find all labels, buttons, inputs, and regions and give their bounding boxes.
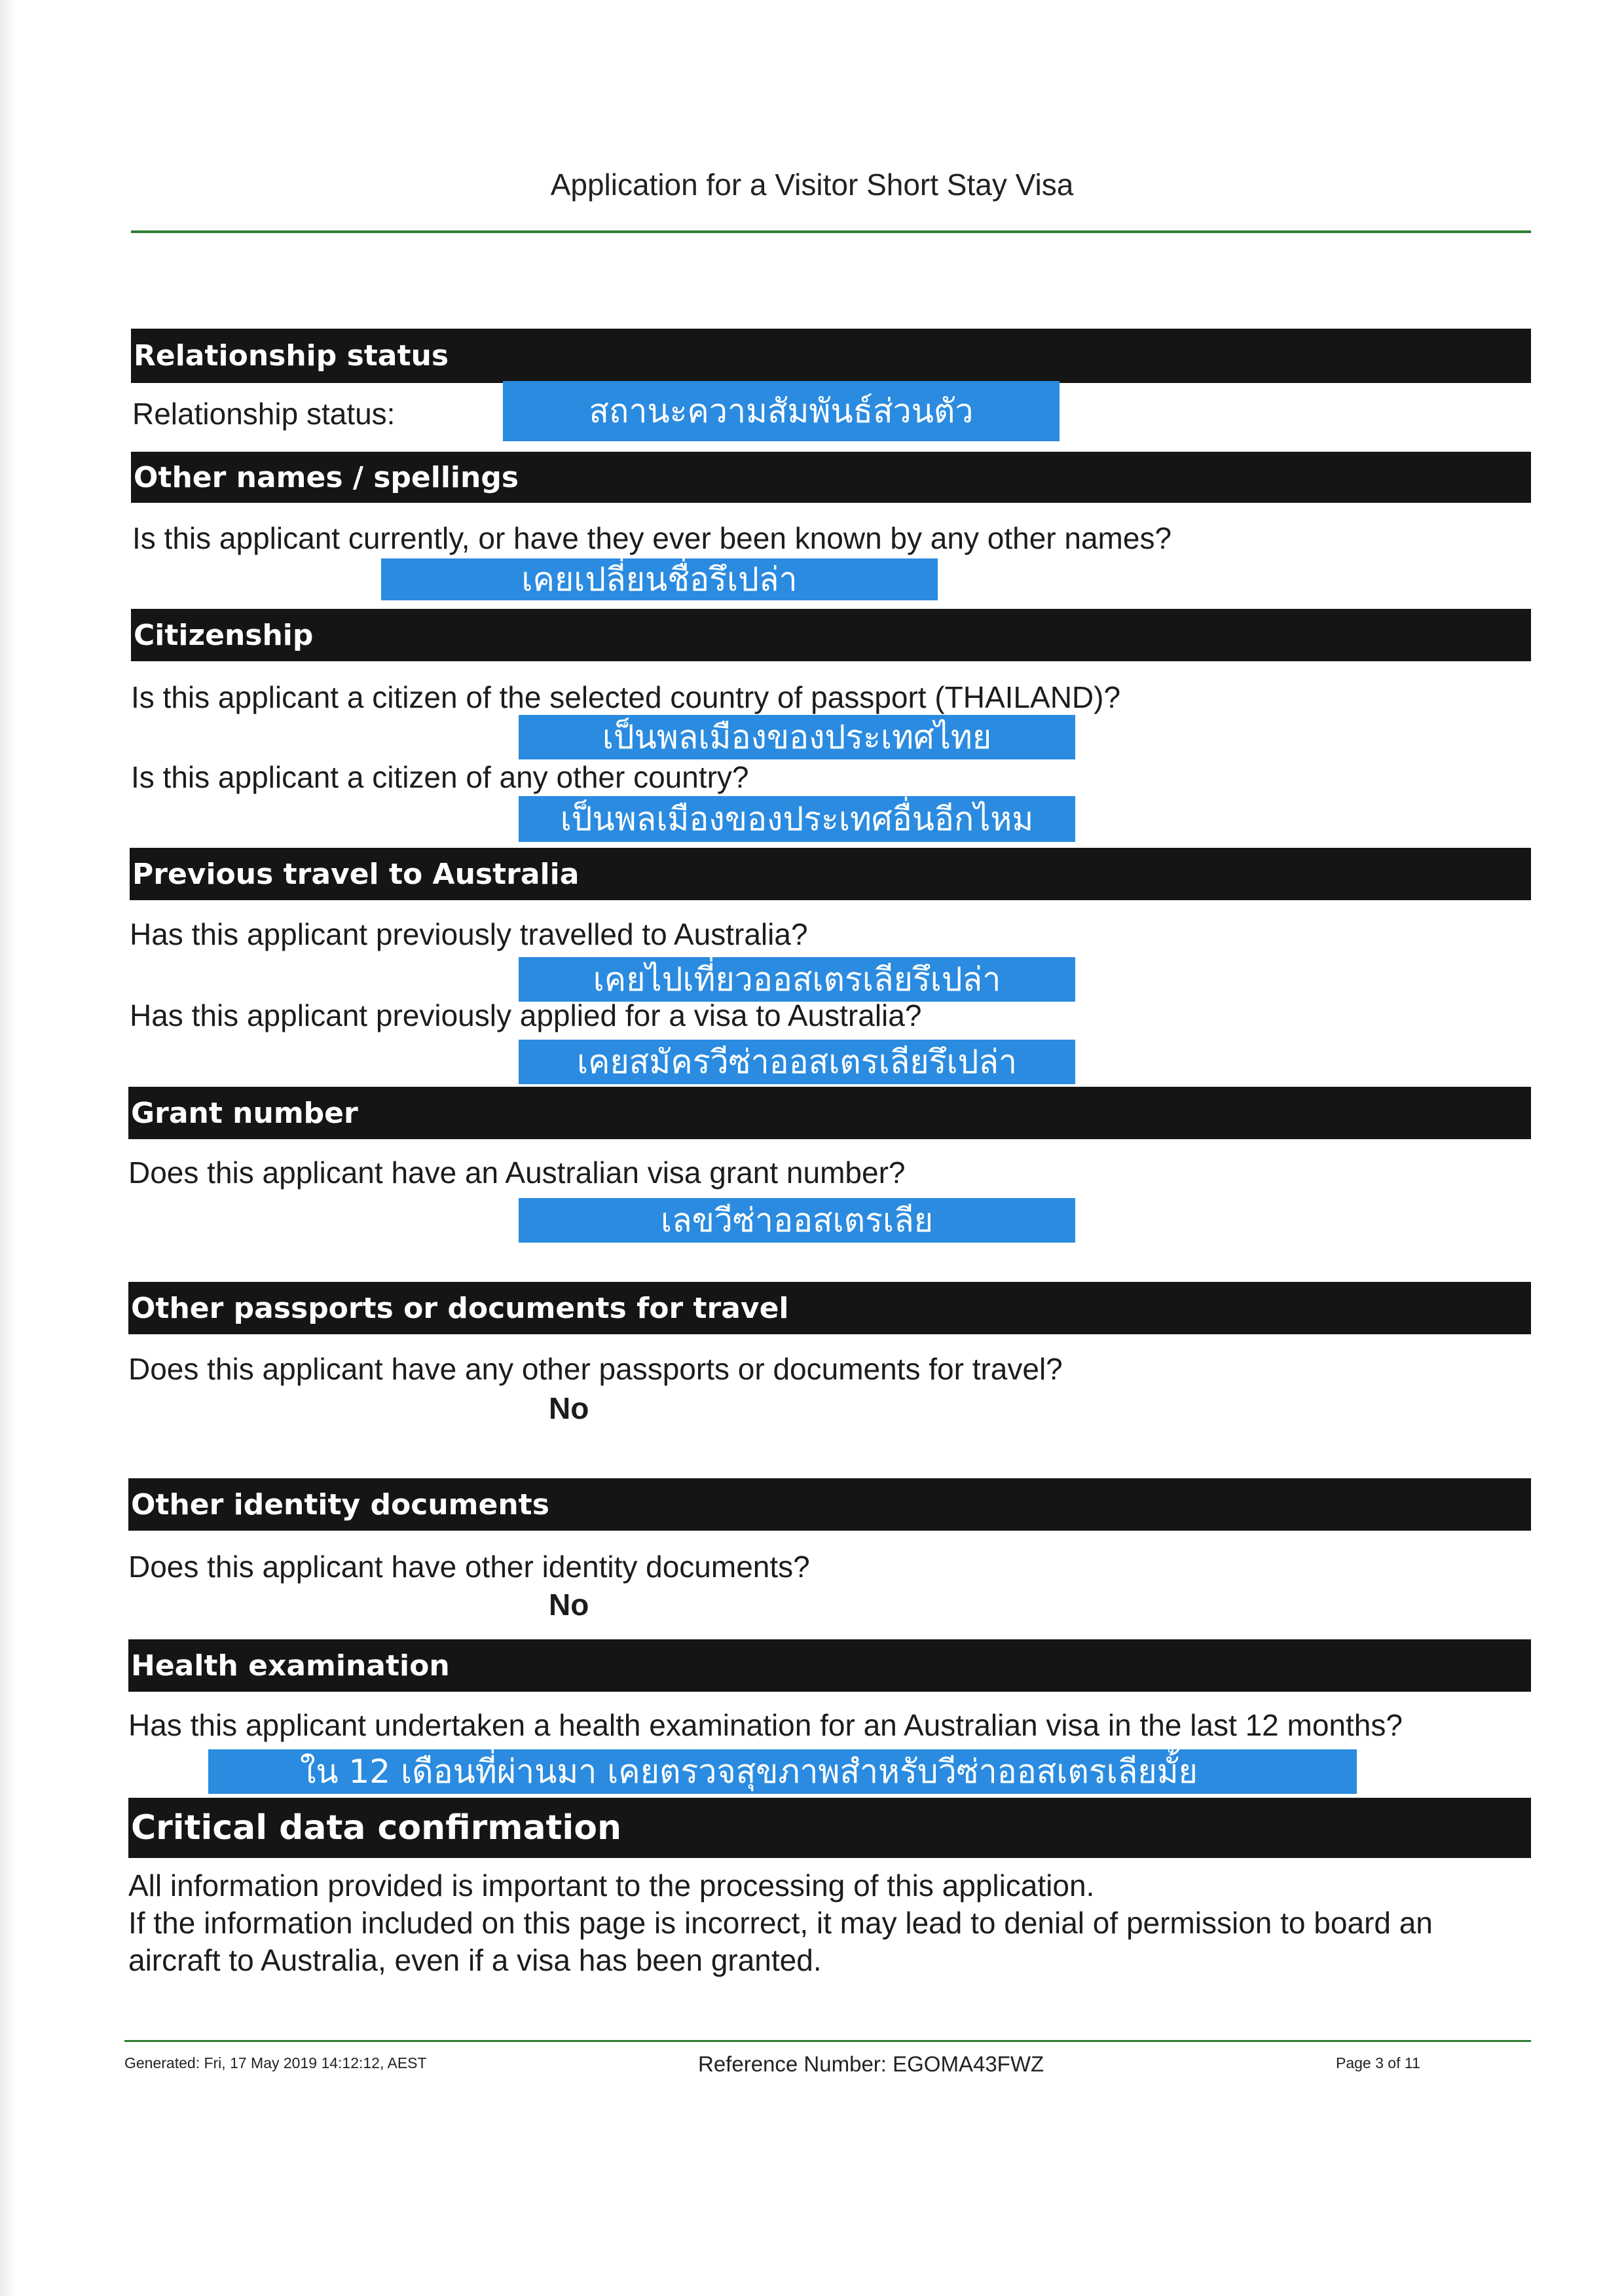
section-heading-health: Health examination <box>128 1639 1531 1692</box>
footer-generated: Generated: Fri, 17 May 2019 14:12:12, AEST <box>124 2054 427 2071</box>
answer-other-names: เคยเปลี่ยนชื่อรึเปล่า <box>381 558 938 600</box>
section-heading-citizenship: Citizenship <box>131 609 1531 661</box>
question-previously-applied: Has this applicant previously applied for a visa to Australia? <box>130 998 922 1032</box>
section-heading-other-passports: Other passports or documents for travel <box>128 1282 1531 1334</box>
critical-data-line-2: If the information included on this page is incorrect, it may lead to denial of permission to board an <box>128 1906 1433 1940</box>
scan-edge-shadow <box>0 0 17 2296</box>
question-other-names: Is this applicant currently, or have they ever been known by any other names? <box>132 521 1172 555</box>
answer-grant-number: เลขวีซ่าออสเตรเลีย <box>519 1198 1075 1243</box>
answer-citizen-of-passport-country: เป็นพลเมืองของประเทศไทย <box>519 715 1075 759</box>
question-other-passports: Does this applicant have any other passports or documents for travel? <box>128 1352 1063 1386</box>
answer-previously-applied: เคยสมัครวีซ่าออสเตรเลียรึเปล่า <box>519 1040 1075 1084</box>
section-heading-grant-number: Grant number <box>128 1087 1531 1139</box>
answer-citizen-of-other-country: เป็นพลเมืองของประเทศอื่นอีกไหม <box>519 796 1075 842</box>
section-heading-other-names: Other names / spellings <box>131 452 1531 503</box>
answer-other-identity: No <box>549 1588 589 1622</box>
question-citizen-of-passport-country: Is this applicant a citizen of the selected country of passport (THAILAND)? <box>131 680 1121 714</box>
header-divider <box>131 230 1531 233</box>
question-health-examination: Has this applicant undertaken a health examination for an Australian visa in the last 12 months? <box>128 1708 1403 1742</box>
section-heading-other-identity: Other identity documents <box>128 1478 1531 1531</box>
section-heading-critical-data: Critical data confirmation <box>128 1798 1531 1858</box>
critical-data-line-3: aircraft to Australia, even if a visa has been granted. <box>128 1943 822 1977</box>
footer-reference-number: Reference Number: EGOMA43FWZ <box>698 2052 1044 2076</box>
question-other-identity: Does this applicant have other identity documents? <box>128 1550 810 1584</box>
question-grant-number: Does this applicant have an Australian visa grant number? <box>128 1156 906 1190</box>
document-title: Application for a Visitor Short Stay Visa <box>550 168 1074 202</box>
answer-other-passports: No <box>549 1391 589 1425</box>
critical-data-text <box>128 1867 1530 1979</box>
question-citizen-of-other-country: Is this applicant a citizen of any other country? <box>131 760 749 794</box>
critical-data-line-1: All information provided is important to the processing of this application. <box>128 1868 1095 1903</box>
question-relationship-status: Relationship status: <box>132 397 396 431</box>
footer-page-number: Page 3 of 11 <box>1336 2054 1420 2071</box>
answer-relationship-status: สถานะความสัมพันธ์ส่วนตัว <box>503 381 1060 441</box>
answer-health-examination: ใน 12 เดือนที่ผ่านมา เคยตรวจสุขภาพสำหรับวีซ่าออสเตรเลียมั้ย <box>208 1749 1357 1794</box>
question-previously-travelled: Has this applicant previously travelled to Australia? <box>130 917 808 951</box>
section-heading-relationship: Relationship status <box>131 329 1531 383</box>
section-heading-previous-travel: Previous travel to Australia <box>130 848 1531 900</box>
answer-previously-travelled: เคยไปเที่ยวออสเตรเลียรึเปล่า <box>519 957 1075 1002</box>
footer-divider <box>124 2040 1531 2042</box>
